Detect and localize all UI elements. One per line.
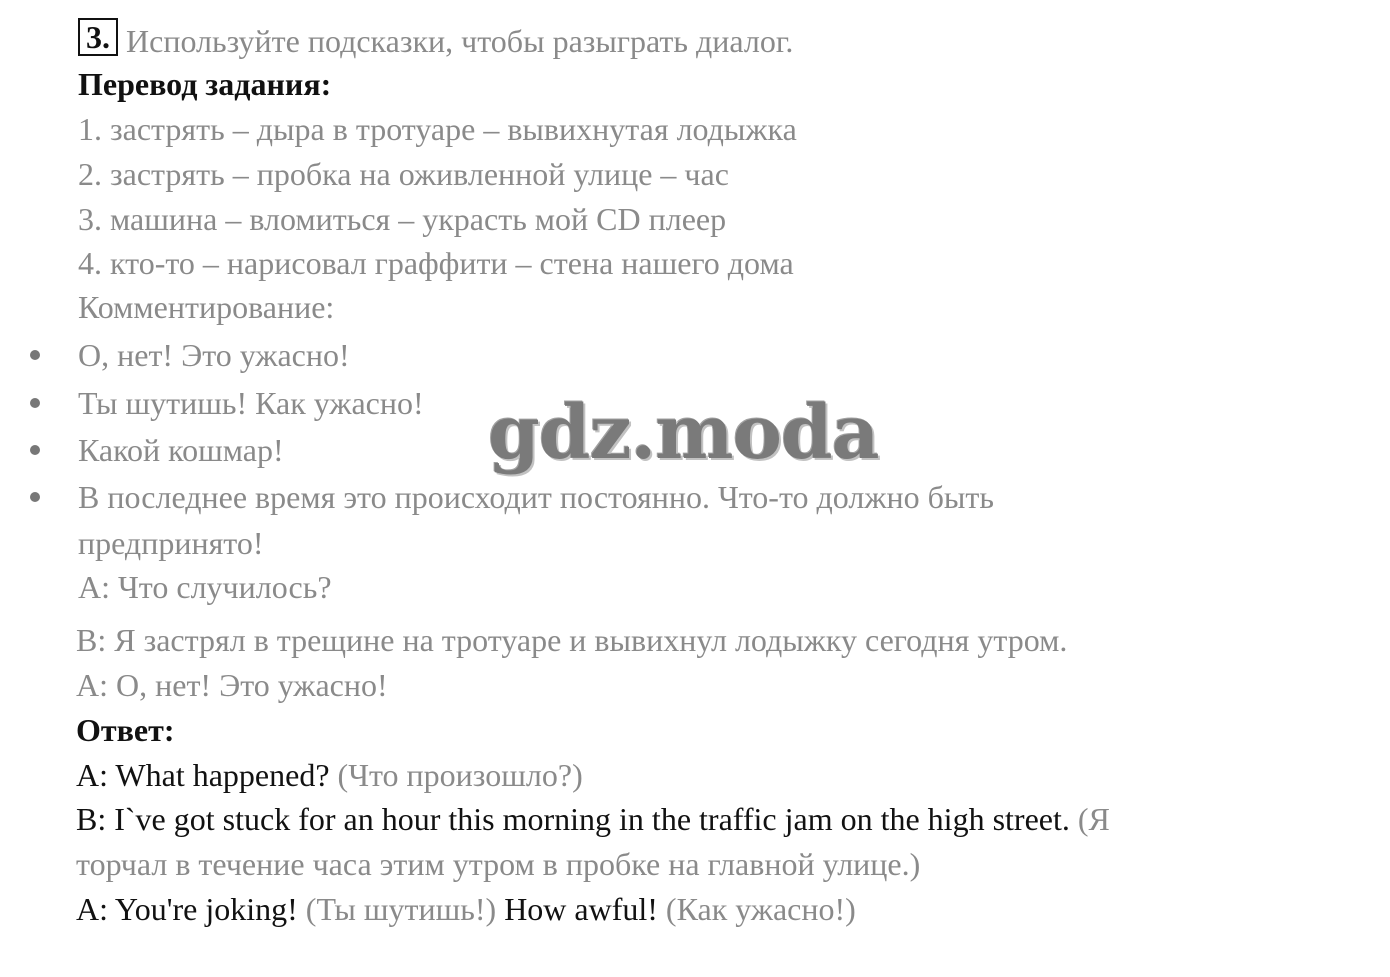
prompt-4: 4. кто-то – нарисовал граффити – стена нашего дома — [78, 245, 794, 281]
answer-line-2-ru-start: (Я — [1077, 801, 1110, 837]
task-number-badge: 3. — [78, 18, 118, 56]
prompt-2: 2. застрять – пробка на оживленной улице – час — [78, 156, 729, 192]
answer-line-2-en: B: I`ve got stuck for an hour this morning in the traffic jam on the high street. — [76, 801, 1070, 837]
bullet-icon — [30, 398, 40, 408]
prompt-3: 3. машина – вломиться – украсть мой CD плеер — [78, 201, 727, 237]
task-instruction: Используйте подсказки, чтобы разыграть диалог. — [126, 23, 794, 59]
example-line-b: В: Я застрял в трещине на тротуаре и вывихнул лодыжку сегодня утром. — [76, 622, 1068, 658]
comment-4: В последнее время это происходит постоянно. Что-то должно быть — [78, 479, 994, 515]
comment-4-continued: предпринято! — [78, 525, 264, 561]
answer-line-2-ru-continued: торчал в течение часа этим утром в пробке на главной улице.) — [76, 846, 921, 882]
answer-line-2 — [76, 797, 1110, 841]
translation-heading: Перевод задания: — [78, 66, 332, 102]
answer-line-1-ru: (Что произошло?) — [337, 757, 583, 793]
answer-line-1 — [76, 753, 583, 797]
answer-line-3-ru-b: (Как ужасно!) — [665, 891, 856, 927]
watermark-logo: gdz.moda — [488, 390, 879, 476]
comment-heading: Комментирование: — [78, 289, 335, 325]
comment-2: Ты шутишь! Как ужасно! — [78, 385, 424, 421]
answer-line-3-en-b: How awful! — [504, 891, 658, 927]
bullet-icon — [30, 445, 40, 455]
answer-line-3-en-a: A: You're joking! — [76, 891, 298, 927]
bullet-icon — [30, 350, 40, 360]
example-line-a: А: Что случилось? — [78, 569, 332, 605]
prompt-1: 1. застрять – дыра в тротуаре – вывихнутая лодыжка — [78, 111, 797, 147]
task-header — [78, 18, 793, 63]
answer-line-3-ru-a: (Ты шутишь!) — [305, 891, 497, 927]
bullet-icon — [30, 492, 40, 502]
comment-3: Какой кошмар! — [78, 432, 284, 468]
example-line-a2: А: О, нет! Это ужасно! — [76, 667, 388, 703]
answer-line-1-en: A: What happened? — [76, 757, 330, 793]
comment-1: О, нет! Это ужасно! — [78, 337, 350, 373]
answer-line-3 — [76, 887, 856, 931]
answer-heading: Ответ: — [76, 712, 175, 748]
